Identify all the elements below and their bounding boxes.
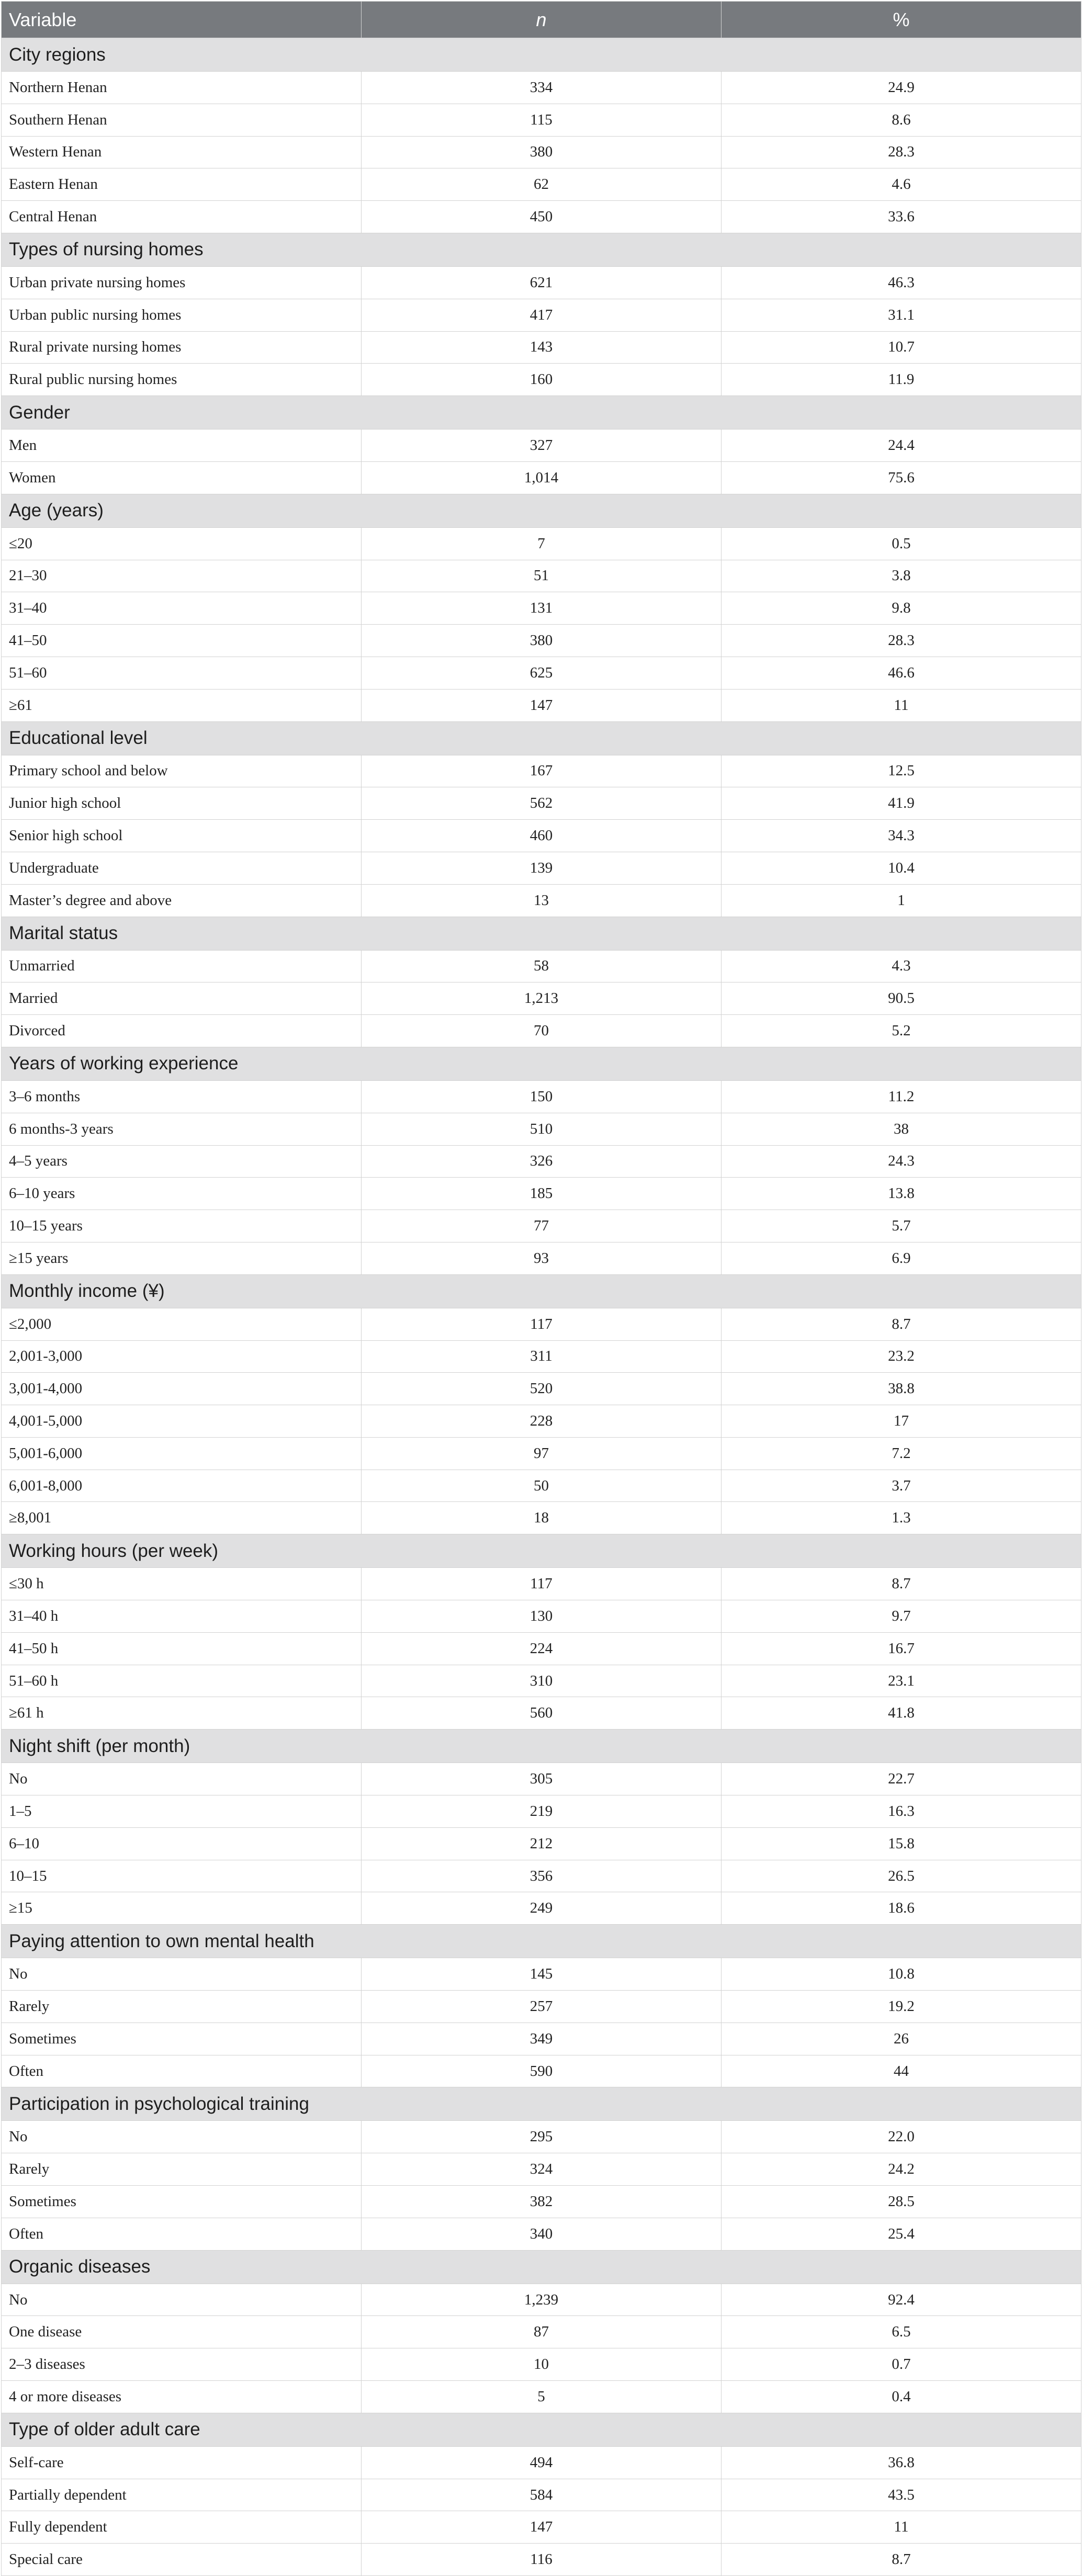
row-n-value: 93 <box>362 1242 722 1274</box>
row-percent-value: 6.9 <box>722 1242 1081 1274</box>
row-percent-value: 4.3 <box>722 950 1081 982</box>
row-percent-value: 25.4 <box>722 2218 1081 2250</box>
row-n-value: 219 <box>362 1795 722 1828</box>
row-label: Men <box>2 430 362 462</box>
row-percent-value: 0.5 <box>722 527 1081 560</box>
section-header-row <box>2 1925 1081 1958</box>
table-row <box>2 982 1081 1015</box>
row-n-value: 116 <box>362 2544 722 2576</box>
table-row <box>2 1437 1081 1470</box>
row-n-value: 130 <box>362 1600 722 1633</box>
row-percent-value: 7.2 <box>722 1437 1081 1470</box>
section-title: Educational level <box>2 721 1081 755</box>
row-percent-value: 26 <box>722 2023 1081 2055</box>
row-n-value: 1,239 <box>362 2284 722 2316</box>
row-label: 6–10 <box>2 1827 362 1860</box>
section-header-row <box>2 396 1081 430</box>
row-n-value: 147 <box>362 2511 722 2544</box>
row-percent-value: 8.6 <box>722 104 1081 136</box>
table-row <box>2 820 1081 852</box>
table-row <box>2 1502 1081 1534</box>
table-row <box>2 560 1081 592</box>
section-title: Age (years) <box>2 494 1081 527</box>
row-percent-value: 8.7 <box>722 2544 1081 2576</box>
section-title: Night shift (per month) <box>2 1730 1081 1763</box>
row-percent-value: 41.9 <box>722 787 1081 820</box>
row-label: Rural private nursing homes <box>2 331 362 364</box>
row-label: 10–15 <box>2 1860 362 1892</box>
row-n-value: 51 <box>362 560 722 592</box>
row-n-value: 228 <box>362 1405 722 1438</box>
row-label: Rarely <box>2 2153 362 2186</box>
row-label: Junior high school <box>2 787 362 820</box>
row-percent-value: 23.1 <box>722 1665 1081 1697</box>
row-n-value: 147 <box>362 689 722 721</box>
row-n-value: 131 <box>362 592 722 625</box>
row-percent-value: 10.7 <box>722 331 1081 364</box>
table-row <box>2 592 1081 625</box>
header-n: n <box>362 2 722 38</box>
section-header-row <box>2 721 1081 755</box>
row-n-value: 97 <box>362 1437 722 1470</box>
table-row <box>2 1470 1081 1502</box>
row-n-value: 87 <box>362 2316 722 2348</box>
row-percent-value: 24.3 <box>722 1145 1081 1178</box>
header-variable: Variable <box>2 2 362 38</box>
row-n-value: 494 <box>362 2446 722 2479</box>
table-row <box>2 299 1081 331</box>
table-row <box>2 527 1081 560</box>
row-label: 10–15 years <box>2 1210 362 1242</box>
table-row <box>2 2284 1081 2316</box>
table-row <box>2 755 1081 787</box>
table-row <box>2 2153 1081 2186</box>
table-row <box>2 2479 1081 2511</box>
table-row <box>2 136 1081 168</box>
table-row <box>2 852 1081 884</box>
section-header-row <box>2 2087 1081 2121</box>
row-n-value: 50 <box>362 1470 722 1502</box>
row-n-value: 7 <box>362 527 722 560</box>
section-header-row <box>2 38 1081 72</box>
row-n-value: 249 <box>362 1892 722 1925</box>
row-percent-value: 8.7 <box>722 1308 1081 1340</box>
row-label: 6,001-8,000 <box>2 1470 362 1502</box>
row-label: ≤30 h <box>2 1568 362 1600</box>
row-n-value: 417 <box>362 299 722 331</box>
row-percent-value: 16.3 <box>722 1795 1081 1828</box>
row-n-value: 62 <box>362 168 722 201</box>
row-label: 2–3 diseases <box>2 2348 362 2381</box>
row-percent-value: 46.3 <box>722 266 1081 299</box>
table-row <box>2 1568 1081 1600</box>
row-percent-value: 1.3 <box>722 1502 1081 1534</box>
row-n-value: 212 <box>362 1827 722 1860</box>
section-title: Marital status <box>2 917 1081 950</box>
row-percent-value: 28.3 <box>722 136 1081 168</box>
row-percent-value: 33.6 <box>722 201 1081 233</box>
table-row <box>2 1665 1081 1697</box>
row-label: 4,001-5,000 <box>2 1405 362 1438</box>
row-label: ≥8,001 <box>2 1502 362 1534</box>
table-row <box>2 2218 1081 2250</box>
row-n-value: 510 <box>362 1113 722 1145</box>
table-row <box>2 1015 1081 1047</box>
row-label: ≥15 <box>2 1892 362 1925</box>
table-row <box>2 1600 1081 1633</box>
row-label: 4 or more diseases <box>2 2381 362 2413</box>
row-n-value: 1,213 <box>362 982 722 1015</box>
row-n-value: 520 <box>362 1373 722 1405</box>
row-label: ≤2,000 <box>2 1308 362 1340</box>
row-label: Self-care <box>2 2446 362 2479</box>
row-n-value: 327 <box>362 430 722 462</box>
section-header-row <box>2 917 1081 950</box>
section-header-row <box>2 1730 1081 1763</box>
row-percent-value: 92.4 <box>722 2284 1081 2316</box>
row-percent-value: 12.5 <box>722 755 1081 787</box>
table-row <box>2 461 1081 494</box>
table-row <box>2 1178 1081 1210</box>
row-percent-value: 22.0 <box>722 2121 1081 2153</box>
row-n-value: 356 <box>362 1860 722 1892</box>
row-n-value: 334 <box>362 72 722 104</box>
row-n-value: 310 <box>362 1665 722 1697</box>
table-header <box>2 2 1081 38</box>
table-row <box>2 2544 1081 2576</box>
section-title: Organic diseases <box>2 2250 1081 2284</box>
row-label: 3–6 months <box>2 1080 362 1113</box>
row-label: 51–60 <box>2 657 362 689</box>
row-label: Married <box>2 982 362 1015</box>
row-label: No <box>2 1958 362 1991</box>
row-percent-value: 9.7 <box>722 1600 1081 1633</box>
row-n-value: 324 <box>362 2153 722 2186</box>
row-n-value: 621 <box>362 266 722 299</box>
row-percent-value: 28.5 <box>722 2186 1081 2218</box>
row-percent-value: 24.4 <box>722 430 1081 462</box>
table-row <box>2 1860 1081 1892</box>
row-label: Often <box>2 2218 362 2250</box>
row-n-value: 257 <box>362 1991 722 2023</box>
row-percent-value: 3.8 <box>722 560 1081 592</box>
row-percent-value: 11.2 <box>722 1080 1081 1113</box>
table-row <box>2 2121 1081 2153</box>
section-header-row <box>2 1274 1081 1308</box>
row-label: Women <box>2 461 362 494</box>
section-header-row <box>2 1047 1081 1080</box>
row-percent-value: 13.8 <box>722 1178 1081 1210</box>
row-label: ≥61 h <box>2 1697 362 1730</box>
table-row <box>2 430 1081 462</box>
table-row <box>2 1405 1081 1438</box>
table-row <box>2 2055 1081 2087</box>
row-n-value: 311 <box>362 1340 722 1373</box>
row-percent-value: 3.7 <box>722 1470 1081 1502</box>
row-n-value: 224 <box>362 1632 722 1665</box>
row-label: Master’s degree and above <box>2 884 362 917</box>
row-label: Urban public nursing homes <box>2 299 362 331</box>
row-n-value: 167 <box>362 755 722 787</box>
row-percent-value: 28.3 <box>722 625 1081 657</box>
row-n-value: 625 <box>362 657 722 689</box>
row-percent-value: 6.5 <box>722 2316 1081 2348</box>
row-n-value: 77 <box>362 1210 722 1242</box>
table-row <box>2 2023 1081 2055</box>
row-label: Central Henan <box>2 201 362 233</box>
row-percent-value: 44 <box>722 2055 1081 2087</box>
row-percent-value: 4.6 <box>722 168 1081 201</box>
table-row <box>2 168 1081 201</box>
row-n-value: 380 <box>362 625 722 657</box>
table-row <box>2 201 1081 233</box>
table-row <box>2 2381 1081 2413</box>
table-row <box>2 1080 1081 1113</box>
row-n-value: 117 <box>362 1308 722 1340</box>
row-label: Rarely <box>2 1991 362 2023</box>
row-label: Primary school and below <box>2 755 362 787</box>
row-n-value: 70 <box>362 1015 722 1047</box>
row-percent-value: 11.9 <box>722 364 1081 396</box>
row-percent-value: 15.8 <box>722 1827 1081 1860</box>
row-label: Often <box>2 2055 362 2087</box>
row-label: Special care <box>2 2544 362 2576</box>
row-percent-value: 10.4 <box>722 852 1081 884</box>
table-row <box>2 1340 1081 1373</box>
table-row <box>2 1632 1081 1665</box>
header-percent: % <box>722 2 1081 38</box>
section-title: Working hours (per week) <box>2 1534 1081 1568</box>
table-row <box>2 657 1081 689</box>
row-label: Fully dependent <box>2 2511 362 2544</box>
row-percent-value: 18.6 <box>722 1892 1081 1925</box>
row-label: No <box>2 2284 362 2316</box>
section-title: Types of nursing homes <box>2 233 1081 266</box>
row-label: 3,001-4,000 <box>2 1373 362 1405</box>
row-n-value: 460 <box>362 820 722 852</box>
row-percent-value: 43.5 <box>722 2479 1081 2511</box>
row-label: 5,001-6,000 <box>2 1437 362 1470</box>
section-title: Participation in psychological training <box>2 2087 1081 2121</box>
row-percent-value: 90.5 <box>722 982 1081 1015</box>
table-row <box>2 104 1081 136</box>
row-label: ≥15 years <box>2 1242 362 1274</box>
row-n-value: 10 <box>362 2348 722 2381</box>
row-percent-value: 16.7 <box>722 1632 1081 1665</box>
row-percent-value: 38.8 <box>722 1373 1081 1405</box>
row-n-value: 380 <box>362 136 722 168</box>
table-row <box>2 787 1081 820</box>
table-row <box>2 625 1081 657</box>
table-row <box>2 1892 1081 1925</box>
section-header-row <box>2 1534 1081 1568</box>
row-percent-value: 75.6 <box>722 461 1081 494</box>
row-percent-value: 10.8 <box>722 1958 1081 1991</box>
row-label: Western Henan <box>2 136 362 168</box>
row-label: ≥61 <box>2 689 362 721</box>
table-row <box>2 1373 1081 1405</box>
row-n-value: 305 <box>362 1763 722 1795</box>
row-percent-value: 36.8 <box>722 2446 1081 2479</box>
row-n-value: 139 <box>362 852 722 884</box>
table-row <box>2 2348 1081 2381</box>
row-percent-value: 23.2 <box>722 1340 1081 1373</box>
row-n-value: 18 <box>362 1502 722 1534</box>
row-percent-value: 0.4 <box>722 2381 1081 2413</box>
row-label: 21–30 <box>2 560 362 592</box>
row-label: Northern Henan <box>2 72 362 104</box>
row-label: ≤20 <box>2 527 362 560</box>
table-row <box>2 2511 1081 2544</box>
row-n-value: 13 <box>362 884 722 917</box>
section-title: City regions <box>2 38 1081 72</box>
row-label: Southern Henan <box>2 104 362 136</box>
row-n-value: 326 <box>362 1145 722 1178</box>
row-n-value: 562 <box>362 787 722 820</box>
row-percent-value: 17 <box>722 1405 1081 1438</box>
table-row <box>2 266 1081 299</box>
section-title: Paying attention to own mental health <box>2 1925 1081 1958</box>
row-label: 1–5 <box>2 1795 362 1828</box>
row-label: Eastern Henan <box>2 168 362 201</box>
row-label: 41–50 h <box>2 1632 362 1665</box>
row-label: Rural public nursing homes <box>2 364 362 396</box>
table-row <box>2 689 1081 721</box>
row-n-value: 1,014 <box>362 461 722 494</box>
table-row <box>2 1113 1081 1145</box>
row-percent-value: 0.7 <box>722 2348 1081 2381</box>
row-percent-value: 5.2 <box>722 1015 1081 1047</box>
row-percent-value: 38 <box>722 1113 1081 1145</box>
row-n-value: 185 <box>362 1178 722 1210</box>
row-percent-value: 22.7 <box>722 1763 1081 1795</box>
row-label: No <box>2 1763 362 1795</box>
table-row <box>2 2186 1081 2218</box>
row-label: 31–40 h <box>2 1600 362 1633</box>
section-header-row <box>2 494 1081 527</box>
table-row <box>2 2316 1081 2348</box>
row-percent-value: 31.1 <box>722 299 1081 331</box>
row-percent-value: 34.3 <box>722 820 1081 852</box>
row-label: 6 months-3 years <box>2 1113 362 1145</box>
row-label: Partially dependent <box>2 2479 362 2511</box>
table-row <box>2 1991 1081 2023</box>
table-row <box>2 1795 1081 1828</box>
row-label: Senior high school <box>2 820 362 852</box>
row-n-value: 145 <box>362 1958 722 1991</box>
row-percent-value: 46.6 <box>722 657 1081 689</box>
table-row <box>2 884 1081 917</box>
row-label: Unmarried <box>2 950 362 982</box>
table-row <box>2 1242 1081 1274</box>
table-row <box>2 1827 1081 1860</box>
row-percent-value: 1 <box>722 884 1081 917</box>
section-title: Monthly income (¥) <box>2 1274 1081 1308</box>
row-n-value: 340 <box>362 2218 722 2250</box>
row-percent-value: 24.9 <box>722 72 1081 104</box>
row-n-value: 117 <box>362 1568 722 1600</box>
section-header-row <box>2 2250 1081 2284</box>
table-row <box>2 2446 1081 2479</box>
row-label: Urban private nursing homes <box>2 266 362 299</box>
row-label: No <box>2 2121 362 2153</box>
row-percent-value: 19.2 <box>722 1991 1081 2023</box>
table-row <box>2 1210 1081 1242</box>
row-percent-value: 41.8 <box>722 1697 1081 1730</box>
row-n-value: 584 <box>362 2479 722 2511</box>
row-label: 2,001-3,000 <box>2 1340 362 1373</box>
row-label: Sometimes <box>2 2023 362 2055</box>
table-row <box>2 1958 1081 1991</box>
row-percent-value: 8.7 <box>722 1568 1081 1600</box>
row-n-value: 150 <box>362 1080 722 1113</box>
row-label: 51–60 h <box>2 1665 362 1697</box>
row-label: Sometimes <box>2 2186 362 2218</box>
row-label: 4–5 years <box>2 1145 362 1178</box>
row-percent-value: 11 <box>722 2511 1081 2544</box>
row-n-value: 5 <box>362 2381 722 2413</box>
row-percent-value: 26.5 <box>722 1860 1081 1892</box>
row-percent-value: 9.8 <box>722 592 1081 625</box>
row-n-value: 450 <box>362 201 722 233</box>
row-n-value: 160 <box>362 364 722 396</box>
row-label: Undergraduate <box>2 852 362 884</box>
table-row <box>2 72 1081 104</box>
table-row <box>2 364 1081 396</box>
row-label: 41–50 <box>2 625 362 657</box>
table-body <box>2 38 1081 2576</box>
row-n-value: 115 <box>362 104 722 136</box>
table-row <box>2 1145 1081 1178</box>
row-label: Divorced <box>2 1015 362 1047</box>
row-label: 6–10 years <box>2 1178 362 1210</box>
section-header-row <box>2 2413 1081 2446</box>
table-row <box>2 950 1081 982</box>
row-n-value: 295 <box>362 2121 722 2153</box>
row-label: One disease <box>2 2316 362 2348</box>
row-percent-value: 24.2 <box>722 2153 1081 2186</box>
row-n-value: 382 <box>362 2186 722 2218</box>
row-percent-value: 11 <box>722 689 1081 721</box>
demographics-table <box>1 1 1081 2576</box>
table-row <box>2 331 1081 364</box>
row-n-value: 143 <box>362 331 722 364</box>
section-title: Type of older adult care <box>2 2413 1081 2446</box>
row-n-value: 560 <box>362 1697 722 1730</box>
section-title: Gender <box>2 396 1081 430</box>
row-n-value: 349 <box>362 2023 722 2055</box>
section-header-row <box>2 233 1081 266</box>
row-label: 31–40 <box>2 592 362 625</box>
row-n-value: 590 <box>362 2055 722 2087</box>
table-row <box>2 1763 1081 1795</box>
section-title: Years of working experience <box>2 1047 1081 1080</box>
row-percent-value: 5.7 <box>722 1210 1081 1242</box>
table-row <box>2 1308 1081 1340</box>
row-n-value: 58 <box>362 950 722 982</box>
table-row <box>2 1697 1081 1730</box>
